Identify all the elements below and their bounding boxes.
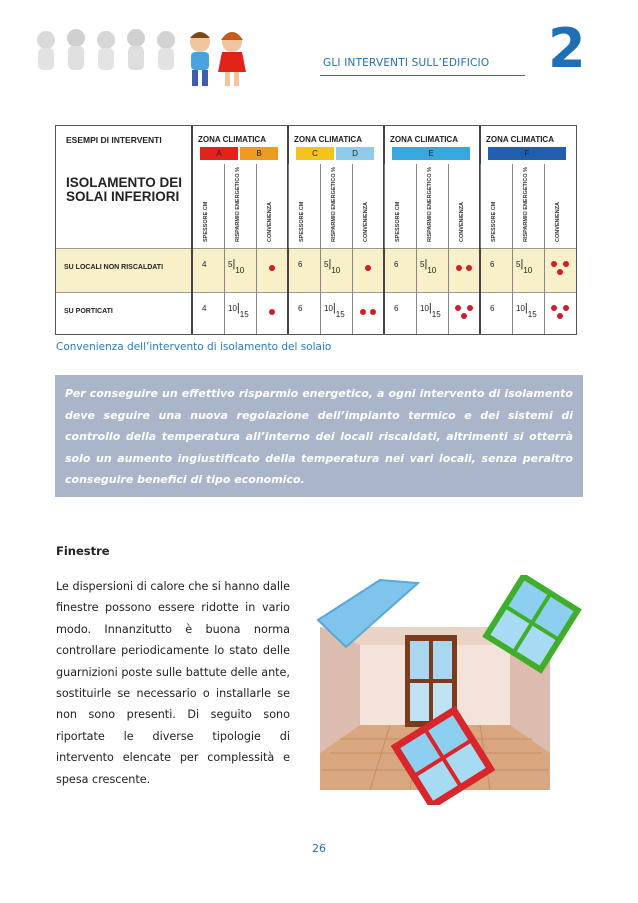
saving-separator: | — [520, 258, 524, 270]
saving-value — [516, 258, 533, 275]
convenience-dot — [365, 265, 371, 271]
column-header — [480, 164, 512, 248]
column-divider — [416, 164, 417, 334]
saving-min: 10 — [420, 304, 429, 313]
header-rule — [320, 75, 525, 76]
column-divider — [448, 164, 449, 334]
section-title: Finestre — [56, 544, 110, 558]
zone-label: ZONA CLIMATICA — [390, 135, 458, 144]
column-divider — [224, 164, 225, 334]
table-header-label: ESEMPI DI INTERVENTI — [66, 135, 162, 145]
convenience-dot — [360, 309, 366, 315]
saving-separator: | — [424, 258, 428, 270]
saving-min: 5 — [324, 260, 329, 269]
column-header — [416, 164, 448, 248]
saving-max: 10 — [235, 266, 245, 275]
column-header-text: SPESSORE CM — [394, 201, 401, 242]
convenience-dot — [455, 305, 461, 311]
saving-max: 15 — [335, 310, 345, 319]
zone-label: ZONA CLIMATICA — [198, 135, 266, 144]
table-row — [56, 248, 576, 292]
saving-max: 15 — [431, 310, 441, 319]
convenience-dot — [461, 313, 467, 319]
body-text: Le dispersioni di calore che si hanno dalle finestre possono essere ridotte in vario modo. Innanzitutto è buona norma controllare periodicamente lo stato delle guarnizioni poste sulle battute delle ante, sostituirle se necessario o installarle se non sono presenti. Di seguito sono riportate le diverse tipologie di intervento elencate per complessità e spesa crescente. — [56, 580, 290, 786]
energy-saving-note: Per conseguire un effettivo risparmio energetico, a ogni intervento di isolamento deve seguire una nuova regolazione dell’impianto termico e dei sistemi di controllo della temperatura all’interno dei locali riscaldati, altrimenti si otterrà solo un aumento ingiustificato della temperatura nei vari locali, senza peraltro conseguire benefici di tipo economico. — [55, 375, 583, 497]
convenience-dot — [557, 269, 563, 275]
thickness-value: 6 — [298, 260, 303, 269]
convenience-dot — [456, 265, 462, 271]
column-header — [320, 164, 352, 248]
column-header — [384, 164, 416, 248]
column-header-text: RISPARMIO ENERGETICO % — [522, 166, 529, 242]
convenience-dot — [563, 261, 569, 267]
table-title: ISOLAMENTO DEI SOLAI INFERIORI — [66, 175, 183, 204]
saving-min: 10 — [324, 304, 333, 313]
zone-bar-d: D — [336, 147, 374, 160]
saving-value — [420, 302, 441, 319]
column-divider — [256, 164, 257, 334]
zone-bar-c: C — [296, 147, 334, 160]
convenience-dot — [551, 305, 557, 311]
saving-separator: | — [328, 258, 332, 270]
column-header-text: CONVENIENZA — [266, 201, 273, 242]
column-header — [512, 164, 544, 248]
thickness-value: 6 — [394, 304, 399, 313]
column-header-text: RISPARMIO ENERGETICO % — [234, 166, 241, 242]
saving-separator: | — [232, 258, 236, 270]
windows-illustration — [300, 575, 586, 805]
column-header — [352, 164, 384, 248]
zone-label: ZONA CLIMATICA — [486, 135, 554, 144]
thickness-value: 4 — [202, 304, 207, 313]
convenience-dot — [370, 309, 376, 315]
zone-bar-b: B — [240, 147, 278, 160]
column-header-text: CONVENIENZA — [554, 201, 561, 242]
row-label: SU PORTICATI — [64, 308, 113, 315]
column-header-text: RISPARMIO ENERGETICO % — [330, 166, 337, 242]
convenience-dot — [467, 305, 473, 311]
saving-min: 5 — [516, 260, 521, 269]
saving-separator: | — [524, 302, 528, 314]
column-header-text: RISPARMIO ENERGETICO % — [426, 166, 433, 242]
saving-min: 10 — [516, 304, 525, 313]
saving-value — [324, 258, 341, 275]
zone-label: ZONA CLIMATICA — [294, 135, 362, 144]
column-header — [256, 164, 288, 248]
column-header — [288, 164, 320, 248]
table-caption: Convenienza dell’intervento di isolamento del solaio — [56, 341, 332, 353]
saving-max: 10 — [523, 266, 533, 275]
saving-max: 10 — [427, 266, 437, 275]
convenience-dot — [269, 265, 275, 271]
zone-bar-a: A — [200, 147, 238, 160]
saving-separator: | — [428, 302, 432, 314]
column-header-text: CONVENIENZA — [362, 201, 369, 242]
saving-value — [228, 302, 249, 319]
thickness-value: 6 — [394, 260, 399, 269]
saving-max: 15 — [527, 310, 537, 319]
saving-min: 5 — [420, 260, 425, 269]
thickness-value: 6 — [490, 260, 495, 269]
convenience-dot — [551, 261, 557, 267]
saving-min: 5 — [228, 260, 233, 269]
column-header-text: SPESSORE CM — [490, 201, 497, 242]
column-header-text: SPESSORE CM — [298, 201, 305, 242]
thickness-value: 6 — [490, 304, 495, 313]
saving-separator: | — [236, 302, 240, 314]
column-header — [448, 164, 480, 248]
zone-bar-f: F — [488, 147, 566, 160]
intervention-table — [55, 125, 577, 335]
convenience-dot — [466, 265, 472, 271]
column-divider — [512, 164, 513, 334]
chapter-number: 2 — [548, 17, 586, 80]
children-illustration — [28, 26, 258, 90]
saving-value — [516, 302, 537, 319]
saving-separator: | — [332, 302, 336, 314]
column-divider — [320, 164, 321, 334]
column-divider — [352, 164, 353, 334]
saving-value — [228, 258, 245, 275]
column-divider — [544, 164, 545, 334]
thickness-value: 4 — [202, 260, 207, 269]
convenience-dot — [557, 313, 563, 319]
column-header — [224, 164, 256, 248]
page-number: 26 — [312, 842, 326, 855]
saving-value — [324, 302, 345, 319]
row-label: SU LOCALI NON RISCALDATI — [64, 264, 164, 271]
zone-bar-e: E — [392, 147, 470, 160]
label-divider — [191, 126, 193, 334]
column-header-text: SPESSORE CM — [202, 201, 209, 242]
convenience-dot — [563, 305, 569, 311]
header-title: GLI INTERVENTI SULL’EDIFICIO — [323, 57, 490, 69]
column-header — [544, 164, 576, 248]
column-header — [192, 164, 224, 248]
saving-max: 10 — [331, 266, 341, 275]
saving-min: 10 — [228, 304, 237, 313]
column-header-text: CONVENIENZA — [458, 201, 465, 242]
saving-max: 15 — [239, 310, 249, 319]
saving-value — [420, 258, 437, 275]
convenience-dot — [269, 309, 275, 315]
table-row — [56, 292, 576, 334]
thickness-value: 6 — [298, 304, 303, 313]
